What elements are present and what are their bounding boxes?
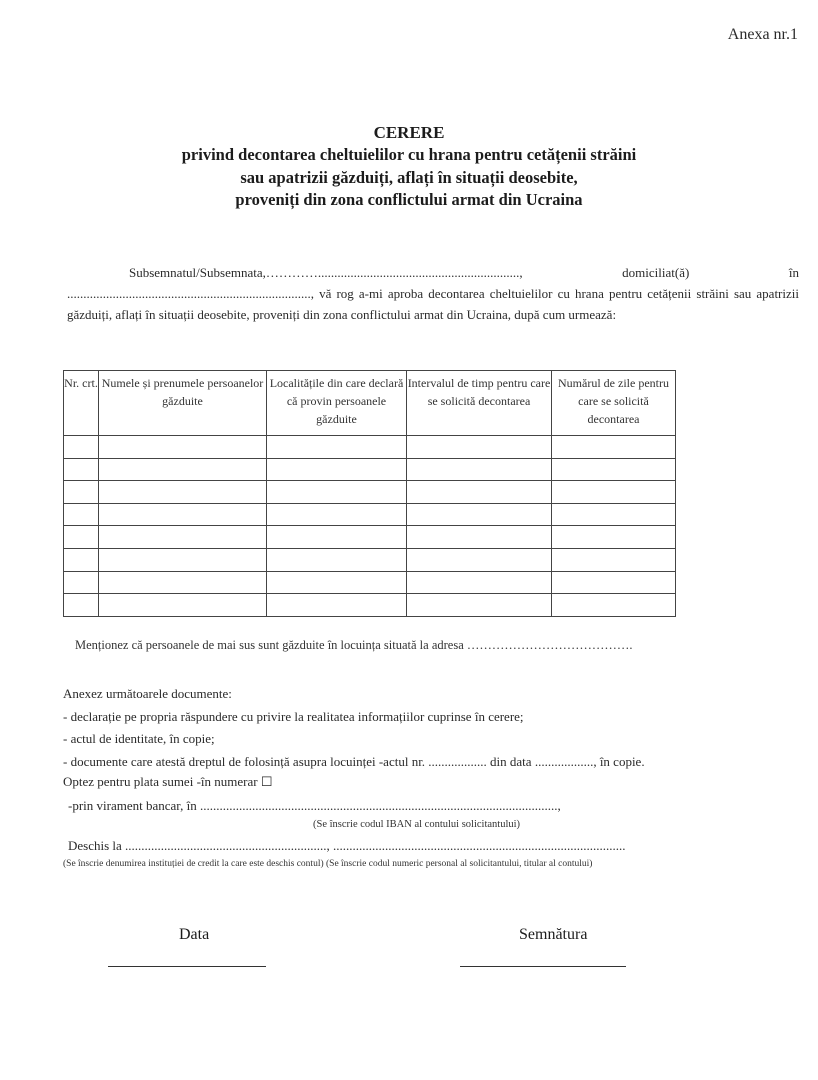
payment-cash-option[interactable]: Optez pentru plata sumei -în numerar ☐ [63, 774, 273, 789]
table-cell[interactable] [552, 481, 676, 504]
document-title [0, 122, 818, 212]
table-cell[interactable] [99, 503, 267, 526]
table-cell[interactable] [99, 458, 267, 481]
table-cell[interactable] [407, 436, 552, 459]
table-row [64, 503, 676, 526]
table-cell[interactable] [64, 503, 99, 526]
request-paragraph [67, 262, 799, 325]
title-main: CERERE [373, 123, 445, 142]
table-cell[interactable] [267, 481, 407, 504]
table-cell[interactable] [407, 503, 552, 526]
domicile-label: domiciliat(ă) [622, 265, 690, 280]
title-line: privind decontarea cheltuielilor cu hrana pentru cetățenii străini [181, 145, 637, 164]
title-line: proveniți din zona conflictului armat din Ucraina [235, 190, 583, 209]
table-cell[interactable] [99, 481, 267, 504]
request-body: ..........................................................................., vă rog a-mi aproba decontarea cheltuielilor cu hrana pentru cetățenii străini sau apatrizii găzduiți, aflați în situații deosebite, proveniți din zona conflictului armat din Ucraina, după cum urmează: [67, 286, 799, 322]
bank-cnp-note: (Se înscrie denumirea instituției de credit la care este deschis contul) (Se înscrie codul numeric personal al solicitantului, titular al contului) [63, 859, 593, 869]
table-cell[interactable] [552, 436, 676, 459]
table-cell[interactable] [267, 526, 407, 549]
table-cell[interactable] [552, 571, 676, 594]
annex-number: Anexa nr.1 [727, 26, 798, 43]
table-cell[interactable] [267, 548, 407, 571]
address-statement: Menționez că persoanele de mai sus sunt găzduite în locuința situată la adresa …………………………………. [75, 638, 633, 652]
table-cell[interactable] [267, 503, 407, 526]
bank-opened-at-field[interactable]: Deschis la .............................................................., .......................................................................................... [68, 838, 626, 853]
table-cell[interactable] [99, 548, 267, 571]
table-cell[interactable] [64, 571, 99, 594]
table-row [64, 548, 676, 571]
title-line: sau apatrizii găzduiți, aflați în situații deosebite, [240, 167, 578, 187]
payment-transfer-option[interactable]: -prin virament bancar, în .............................................................................................................., [68, 798, 561, 813]
table-cell[interactable] [64, 548, 99, 571]
list-item: - actul de identitate, în copie; [63, 731, 215, 746]
table-row [64, 526, 676, 549]
table-cell[interactable] [64, 458, 99, 481]
list-item: - documente care atestă dreptul de folosință asupra locuinței -actul nr. .................. din data .................., în copie. [63, 753, 645, 769]
signature-line[interactable] [460, 966, 626, 967]
hosted-persons-table [63, 370, 676, 617]
table-row [64, 594, 676, 617]
table-cell[interactable] [552, 503, 676, 526]
in-label: în [788, 265, 799, 280]
table-row [64, 458, 676, 481]
table-cell[interactable] [64, 436, 99, 459]
table-cell[interactable] [267, 458, 407, 481]
header-days: Numărul de zile pentru care se solicită decontarea [552, 371, 676, 436]
table-cell[interactable] [99, 526, 267, 549]
header-localities: Localitățile din care declară că provin persoanele găzduite [267, 371, 407, 436]
table-cell[interactable] [407, 571, 552, 594]
attached-documents [63, 683, 645, 773]
table-cell[interactable] [267, 436, 407, 459]
table-row [64, 436, 676, 459]
list-item: - declarație pe propria răspundere cu privire la realitatea informațiilor cuprinse în cerere; [63, 708, 524, 724]
applicant-name-field[interactable]: Subsemnatul/Subsemnata,………….............................................................., [129, 265, 523, 280]
table-header-row [64, 371, 676, 436]
iban-note: (Se înscrie codul IBAN al contului solicitantului) [313, 819, 521, 830]
table-cell[interactable] [407, 548, 552, 571]
table-cell[interactable] [64, 526, 99, 549]
table-row [64, 481, 676, 504]
table-cell[interactable] [552, 458, 676, 481]
signature-label: Semnătura [519, 926, 588, 943]
date-line[interactable] [108, 966, 266, 967]
attachments-heading: Anexez următoarele documente: [63, 686, 232, 701]
table-cell[interactable] [64, 594, 99, 617]
table-cell[interactable] [407, 526, 552, 549]
table-row [64, 571, 676, 594]
header-names: Numele și prenumele persoanelor găzduite [99, 371, 267, 436]
table-cell[interactable] [552, 526, 676, 549]
table-cell[interactable] [99, 436, 267, 459]
table-cell[interactable] [552, 548, 676, 571]
table-cell[interactable] [267, 571, 407, 594]
applicant-line [67, 262, 799, 283]
table-cell[interactable] [407, 481, 552, 504]
table-cell[interactable] [99, 594, 267, 617]
header-nr-crt: Nr. crt. [64, 371, 99, 436]
header-interval: Intervalul de timp pentru care se solicită decontarea [407, 371, 552, 436]
table-cell[interactable] [267, 594, 407, 617]
table-body [64, 436, 676, 617]
table-cell[interactable] [64, 481, 99, 504]
table-cell[interactable] [99, 571, 267, 594]
date-label: Data [179, 926, 210, 943]
table-cell[interactable] [407, 594, 552, 617]
table-cell[interactable] [407, 458, 552, 481]
table-cell[interactable] [552, 594, 676, 617]
